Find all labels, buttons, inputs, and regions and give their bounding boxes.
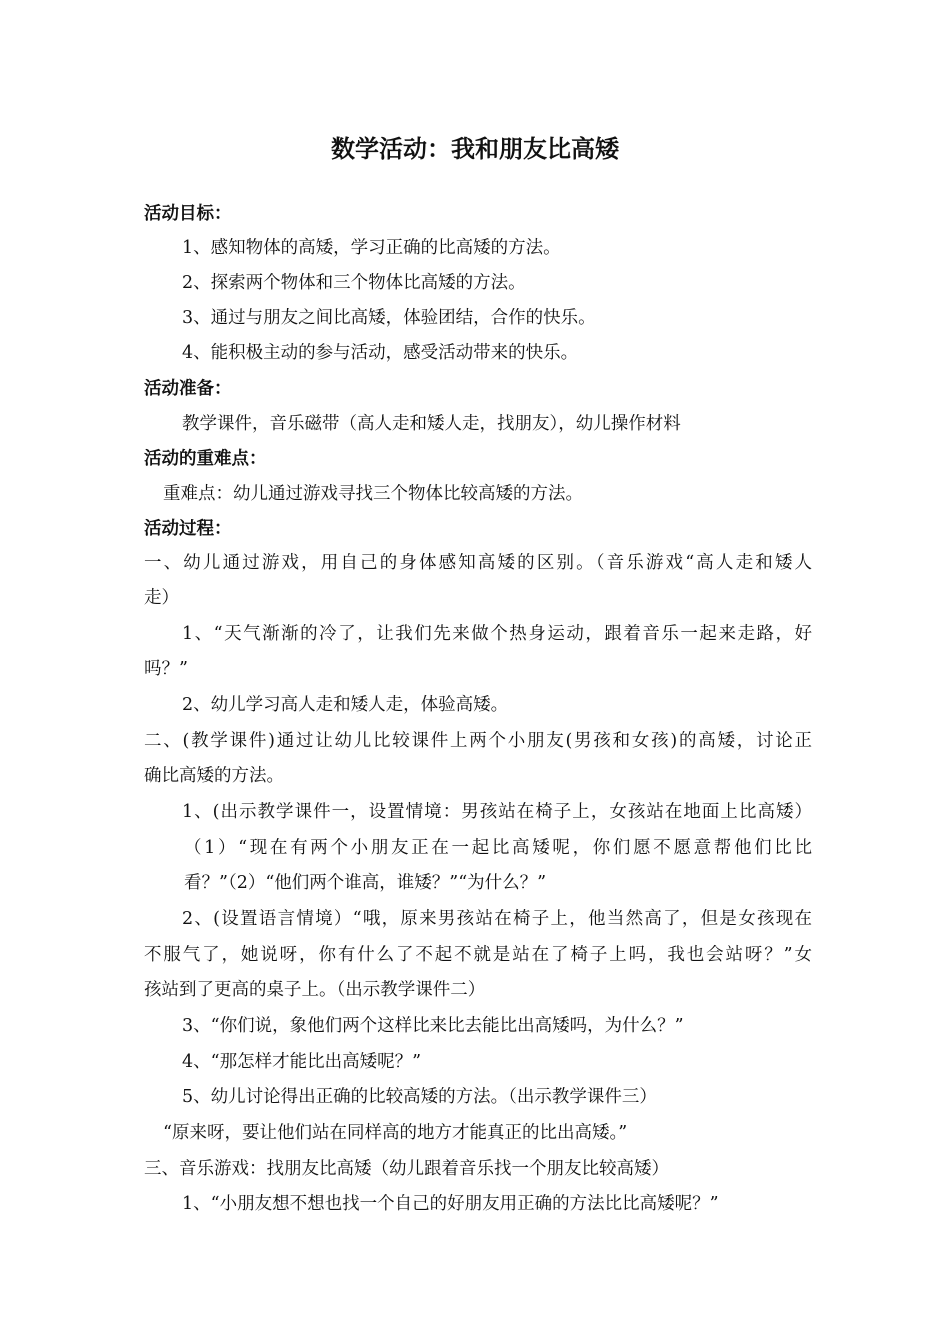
process-line: 1、“小朋友想不想也找一个自己的好朋友用正确的方法比比高矮呢？” <box>182 1194 719 1214</box>
process-line: 三、音乐游戏：找朋友比高矮（幼儿跟着音乐找一个朋友比较高矮） <box>144 1159 669 1179</box>
process-line: 5、幼儿讨论得出正确的比较高矮的方法。（出示教学课件三） <box>182 1087 657 1107</box>
preparation-text: 教学课件，音乐磁带（高人走和矮人走，找朋友），幼儿操作材料 <box>182 414 681 434</box>
process-line: 1、“天气渐渐的冷了，让我们先来做个热身运动，跟着音乐一起来走路，好 <box>182 624 812 644</box>
process-line: 看？”（2）“他们两个谁高，谁矮？”“为什么？” <box>184 873 547 893</box>
process-line: 2、幼儿学习高人走和矮人走，体验高矮。 <box>182 695 509 715</box>
key-points-text: 重难点：幼儿通过游戏寻找三个物体比较高矮的方法。 <box>163 484 583 504</box>
process-line: 2、(设置语言情境）“哦，原来男孩站在椅子上，他当然高了，但是女孩现在 <box>182 909 812 929</box>
process-line: 孩站到了更高的桌子上。（出示教学课件二） <box>144 980 486 1000</box>
process-line: （1）“现在有两个小朋友正在一起比高矮呢，你们愿不愿意帮他们比比 <box>184 838 812 858</box>
process-line: 走） <box>144 588 179 608</box>
process-line: 不服气了，她说呀，你有什么了不起不就是站在了椅子上吗，我也会站呀？”女 <box>144 945 812 965</box>
section-heading-key-points: 活动的重难点： <box>144 449 267 469</box>
section-heading-preparation: 活动准备： <box>144 379 232 399</box>
goal-item-1: 1、感知物体的高矮，学习正确的比高矮的方法。 <box>182 238 561 258</box>
process-line: “原来呀，要让他们站在同样高的地方才能真正的比出高矮。” <box>163 1123 628 1143</box>
process-line: 二、(教学课件)通过让幼儿比较课件上两个小朋友(男孩和女孩)的高矮，讨论正 <box>144 731 812 751</box>
section-heading-goals: 活动目标： <box>144 204 232 224</box>
goal-item-2: 2、探索两个物体和三个物体比高矮的方法。 <box>182 273 526 293</box>
document-title: 数学活动：我和朋友比高矮 <box>331 135 619 163</box>
process-line: 3、“你们说，象他们两个这样比来比去能比出高矮吗，为什么？” <box>182 1016 684 1036</box>
goal-item-3: 3、通过与朋友之间比高矮，体验团结，合作的快乐。 <box>182 308 596 328</box>
process-line: 一、幼儿通过游戏，用自己的身体感知高矮的区别。（音乐游戏“高人走和矮人 <box>144 553 812 573</box>
process-line: 确比高矮的方法。 <box>144 766 284 786</box>
goal-item-4: 4、能积极主动的参与活动，感受活动带来的快乐。 <box>182 343 579 363</box>
section-heading-process: 活动过程： <box>144 519 232 539</box>
process-line: 4、“那怎样才能比出高矮呢？” <box>182 1052 422 1072</box>
process-line: 1、(出示教学课件一，设置情境：男孩站在椅子上，女孩站在地面上比高矮） <box>182 802 812 822</box>
process-line: 吗？” <box>144 659 188 679</box>
